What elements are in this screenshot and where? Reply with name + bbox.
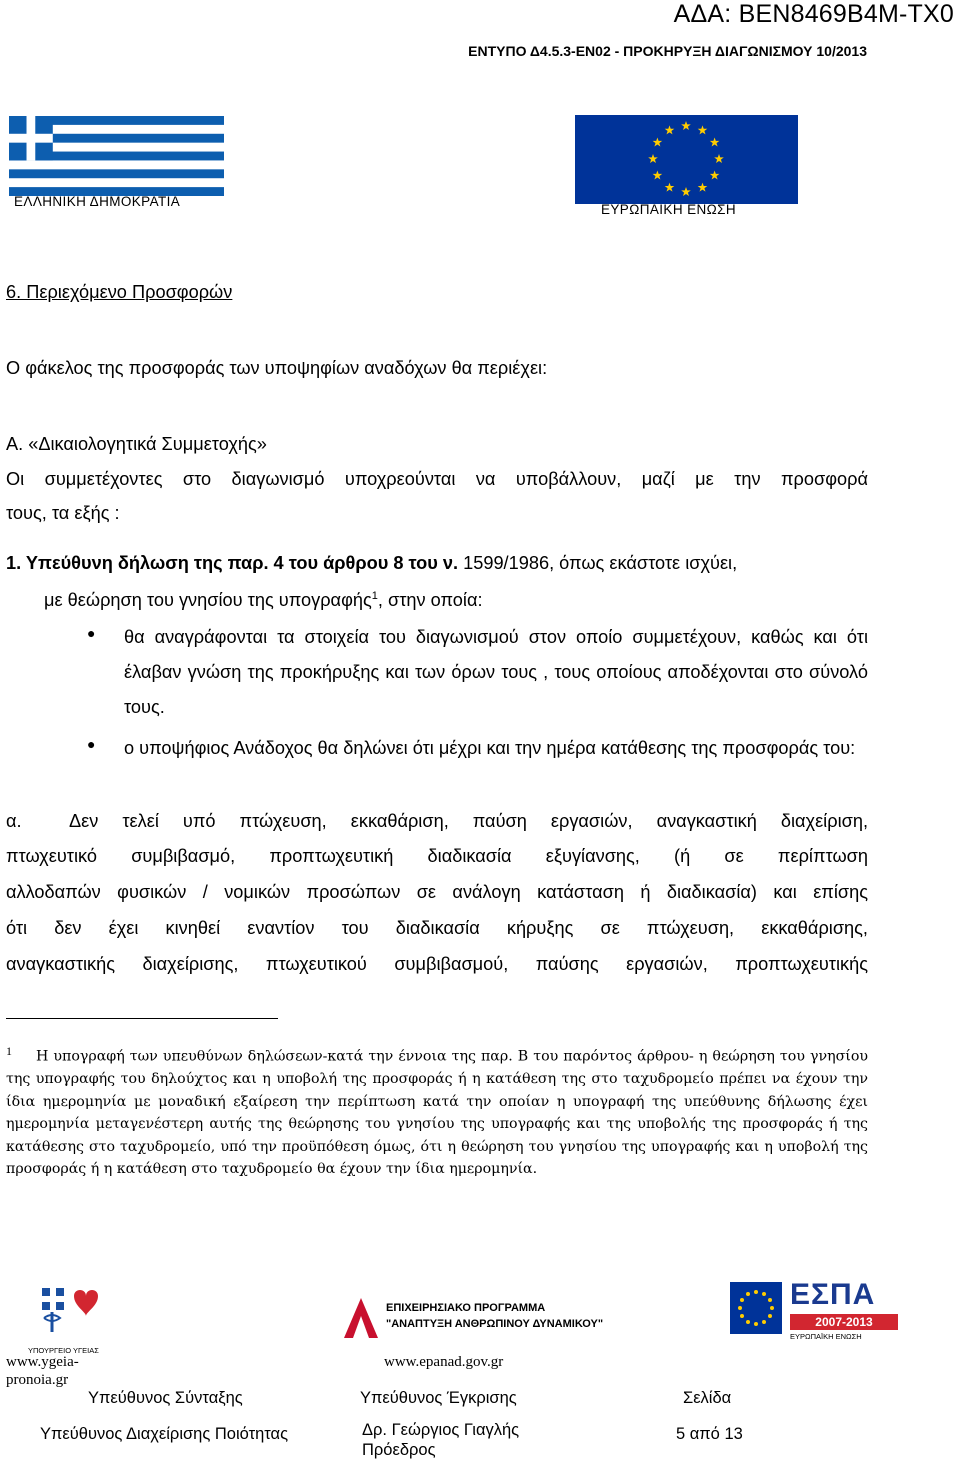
subsection-a-heading: Α. «Δικαιολογητικά Συμμετοχής» bbox=[6, 434, 267, 454]
alpha-line-4: ότι δεν έχει κινηθεί εναντίον του διαδικασία κήρυξης σε πτώχευση, εκκαθάρισης, bbox=[6, 918, 868, 938]
eu-flag-logo bbox=[575, 115, 798, 204]
programme-emblem bbox=[344, 1298, 378, 1338]
subsection-a-line-1: Οι συμμετέχοντες στο διαγωνισμό υποχρεούνται να υποβάλλουν, μαζί με την προσφορά bbox=[6, 469, 868, 489]
item-1-line-2-text: με θεώρηση του γνησίου της υπογραφής bbox=[44, 590, 372, 610]
bullet-item-1: θα αναγράφονται τα στοιχεία του διαγωνισμού στον οποίο συμμετέχουν, καθώς και ότι έλαβαν γνώση της προκήρυξης και των όρων τους , τους οποίους αποδέχονται στο σύνολό τους. bbox=[124, 627, 868, 717]
ministry-url-line-1: www.ygeia- bbox=[6, 1354, 79, 1370]
item-1-line-2-end: , στην οποία: bbox=[377, 590, 483, 610]
subsection-a-line-2: τους, τα εξής : bbox=[6, 503, 120, 523]
ada-code: ΑΔΑ: ΒΕΝ8469Β4Μ-ΤΧ0 bbox=[673, 0, 954, 28]
bullet-item-2: ο υποψήφιος Ανάδοχος θα δηλώνει ότι μέχρι και την ημέρα κατάθεσης της προσφοράς του: bbox=[124, 738, 856, 758]
alpha-line-2: πτωχευτικό συμβιβασμό, προπτωχευτική διαδικασία εξυγίανσης, (ή σε περίπτωση bbox=[6, 846, 868, 866]
item-1-line-1 bbox=[6, 545, 868, 581]
footer-approver-name: Δρ. Γεώργιος Γιαγλής bbox=[362, 1421, 520, 1439]
section-heading: 6. Περιεχόμενο Προσφορών bbox=[6, 282, 233, 302]
programme-title-2: "ΑΝΑΠΤΥΞΗ ΑΝΘΡΩΠΙΝΟΥ ΔΥΝΑΜΙΚΟΥ" bbox=[386, 1318, 604, 1330]
greek-flag-logo bbox=[9, 116, 224, 196]
espa-years: 2007-2013 bbox=[790, 1314, 898, 1330]
eu-mini-flag bbox=[730, 1282, 782, 1334]
greek-republic-caption: ΕΛΛΗΝΙΚΗ ΔΗΜΟΚΡΑΤΙΑ bbox=[14, 194, 181, 209]
espa-title: ΕΣΠΑ bbox=[790, 1278, 876, 1311]
footer-approver-title: Πρόεδρος bbox=[362, 1441, 436, 1459]
footnote-divider bbox=[6, 1018, 278, 1019]
intro-paragraph: Ο φάκελος της προσφοράς των υποψηφίων αναδόχων θα περιέχει: bbox=[6, 358, 548, 378]
alpha-label: α. bbox=[6, 811, 22, 831]
footer-author-label: Υπεύθυνος Σύνταξης bbox=[88, 1389, 243, 1407]
item-1-rest-text: 1599/1986, όπως εκάστοτε ισχύει, bbox=[458, 553, 738, 573]
espa-logo bbox=[730, 1278, 906, 1348]
footnote-number: 1 bbox=[6, 1044, 12, 1058]
alpha-line-1: Δεν τελεί υπό πτώχευση, εκκαθάριση, παύση εργασιών, αναγκαστική διαχείριση, bbox=[69, 811, 868, 831]
european-union-caption: ΕΥΡΩΠΑΙΚΗ ΕΝΩΣΗ bbox=[601, 202, 737, 217]
footer-page-label: Σελίδα bbox=[683, 1389, 732, 1407]
ministry-of-health-logo bbox=[24, 1282, 114, 1352]
bullet-icon: ● bbox=[87, 736, 96, 752]
footnote bbox=[6, 1040, 868, 1181]
ministry-url-line-2: pronoia.gr bbox=[6, 1372, 69, 1388]
item-1-bold-text: 1. Υπεύθυνη δήλωση της παρ. 4 του άρθρου 8 του ν. bbox=[6, 553, 459, 573]
bullet-icon: ● bbox=[87, 625, 96, 641]
programme-title-1: ΕΠΙΧΕΙΡΗΣΙΑΚΟ ΠΡΟΓΡΑΜΜΑ bbox=[386, 1302, 546, 1314]
ministry-url[interactable] bbox=[6, 1353, 79, 1389]
footer-approver-label: Υπεύθυνος Έγκρισης bbox=[360, 1389, 517, 1407]
footnote-text: Η υπογραφή των υπευθύνων δηλώσεων-κατά την έννοια της παρ. Β του παρόντος άρθρου- η θεώρηση του γνησίου της υπογραφής του δηλούχτος και η υποβολή της προσφοράς ή η κατάθεση της στο ταχυδρομείο πρέπει να έχουν την ίδια ημερομηνία με μοναδική εξαίρεση την περίπτωση κατά την οποίαν η υπογραφή της υπεύθυνης δήλωσης έχει ημερομηνία μεταγενέστερη αυτής της θεώρησης του γνησίου της υπογραφής και της υποβολής της προσφοράς ή της κατάθεσης στο ταχυδρομείο, υπό την προϋπόθεση όμως, ότι η θεώρηση του γνησίου της υπογραφής και η υποβολή της προσφοράς ή η κατάθεση στο ταχυδρομείο θα έχουν την ίδια ημερομηνία. bbox=[6, 1048, 868, 1178]
form-code: ΕΝΤΥΠΟ Δ4.5.3-ΕΝ02 - ΠΡΟΚΗΡΥΞΗ ΔΙΑΓΩΝΙΣΜΟΥ 10/2013 bbox=[468, 43, 867, 59]
operational-programme-logo bbox=[344, 1292, 604, 1348]
epanad-url[interactable]: www.epanad.gov.gr bbox=[384, 1354, 504, 1370]
item-1-line-2 bbox=[44, 582, 868, 618]
footnote-ref: 1 bbox=[371, 589, 378, 602]
footer-quality-manager: Υπεύθυνος Διαχείρισης Ποιότητας bbox=[40, 1425, 289, 1443]
espa-subtitle: ΕΥΡΩΠΑΪΚΗ ΕΝΩΣΗ bbox=[790, 1332, 862, 1341]
alpha-line-5: αναγκαστικής διαχείρισης, πτωχευτικού συμβιβασμού, παύσης εργασιών, προπτωχευτικής bbox=[6, 954, 868, 974]
footer-approver bbox=[362, 1420, 519, 1460]
ministry-caption: ΥΠΟΥΡΓΕΙΟ ΥΓΕΙΑΣ bbox=[28, 1346, 99, 1355]
alpha-line-3: αλλοδαπών φυσικών / νομικών προσώπων σε ανάλογη κατάσταση ή διαδικασία) και επίσης bbox=[6, 882, 868, 902]
footer-page-number: 5 από 13 bbox=[676, 1425, 743, 1443]
